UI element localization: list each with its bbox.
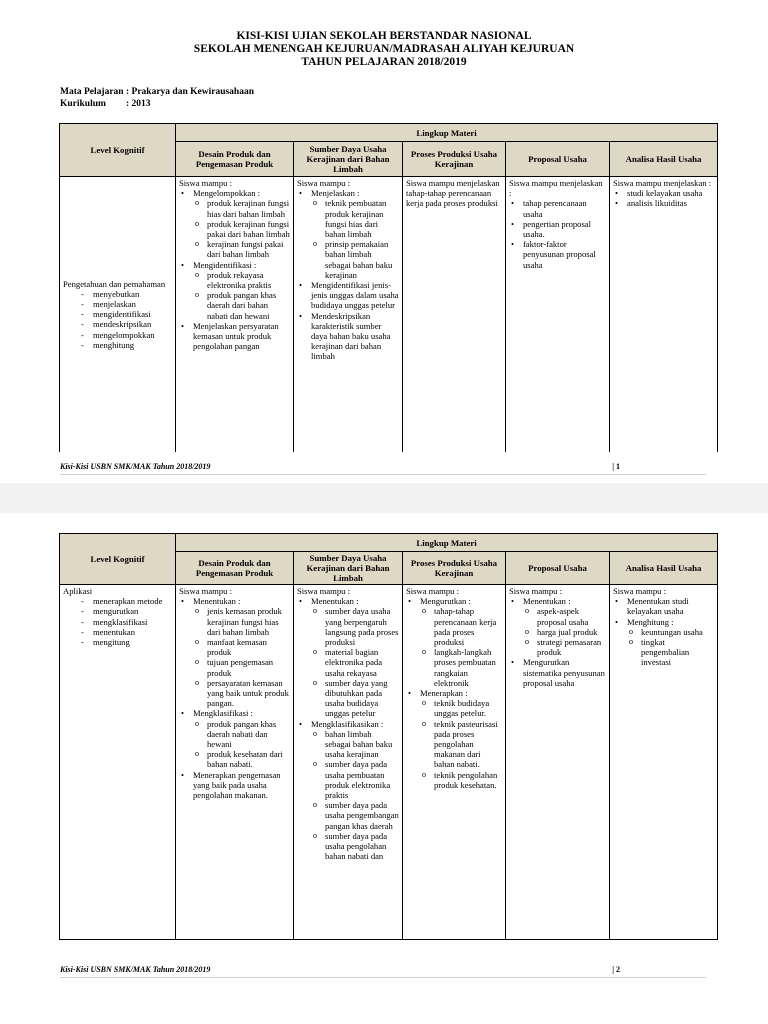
level-item: - mengurutkan <box>63 606 172 616</box>
cell-c4: Siswa mampu menjelaskan : • tahap perencanaan usaha • pengertian proposal usaha. • faktor-faktor penyusunan proposal usaha <box>506 177 610 452</box>
doc-title-line1: KISI-KISI UJIAN SEKOLAH BERSTANDAR NASIONAL <box>236 30 532 42</box>
level-item: - mendeskripsikan <box>63 319 172 329</box>
level-item: - mengelompokkan <box>63 330 172 340</box>
level-cell <box>60 177 176 452</box>
page-number: | 2 <box>612 965 620 974</box>
cell-c1: Siswa mampu : • Menentukan : o jenis kemasan produk kerajinan fungsi hias dari bahan limbah o manfaat kemasan produk o tujuan pengemasan produk o persayaratan kemasan yang baik untuk produk pangan. • Mengklasifikasi : o produk pangan khas daerah nabati dan hewani o produk kesehatan dari bahan nabati. • Menerapkan pengemasan yang baik pada usaha pengolahan makanan. <box>176 585 294 940</box>
level-title: Pengetahuan dan pemahaman <box>63 278 166 289</box>
header-c4: Proposal Usaha <box>506 142 610 177</box>
header-level: Level Kognitif <box>60 124 176 177</box>
header-c4: Proposal Usaha <box>506 552 610 585</box>
cell-c1: Siswa mampu : • Mengelompokkan : o produk kerajinan fungsi hias dari bahan limbah o produk kerajinan fungsi pakai dari bahan limbah o kerajinan fungsi pakai dari bahan limbah • Mengidentifikasi : o produk rekayasa elektronika praktis o produk pangan khas daerah dari bahan nabati dan hewani • Menjelaskan persyaratan kemasan untuk produk pengolahan pangan <box>176 177 294 452</box>
page-break <box>0 483 768 513</box>
level-item: - mengklasifikasi <box>63 617 172 627</box>
header-lingkup: Lingkup Materi <box>176 534 718 552</box>
header-lingkup: Lingkup Materi <box>176 124 718 142</box>
kisi-table-page1 <box>59 123 718 452</box>
cell-c5: Siswa mampu menjelaskan : • studi kelayakan usaha • analisis likuiditas <box>610 177 718 452</box>
cell-c5: Siswa mampu : • Menentukan studi kelayakan usaha • Menghitung : o keuntungan usaha o tingkat pengembalian investasi <box>610 585 718 940</box>
header-c5: Analisa Hasil Usaha <box>610 552 718 585</box>
level-item: - menentukan <box>63 627 172 637</box>
cell-c2: Siswa mampu : • Menentukan : o sumber daya usaha yang berpengaruh langsung pada proses produksi o material bagian elektronika pada usaha rekayasa o sumber daya yang dibutuhkan pada usaha budidaya unggas petelur • Mengklasifikasikan : o bahan limbah sebagai bahan baku usaha kerajinan o sumber daya pada usaha pembuatan produk elektronika praktis o sumber daya pada usaha pengembangan pangan khas daerah o sumber daya pada usaha pengolahan bahan nabati dan <box>294 585 403 940</box>
header-c1: Desain Produk dan Pengemasan Produk <box>176 142 294 177</box>
header-c5: Analisa Hasil Usaha <box>610 142 718 177</box>
header-c2: Sumber Daya Usaha Kerajinan dari Bahan Limbah <box>294 552 403 585</box>
level-item: - mengidentifikasi <box>63 309 172 319</box>
doc-title-line2: SEKOLAH MENENGAH KEJURUAN/MADRASAH ALIYAH KEJURUAN <box>193 43 575 55</box>
meta-mapel: Mata Pelajaran : Prakarya dan Kewirausahaan <box>60 87 254 97</box>
footer-page2: Kisi-Kisi USBN SMK/MAK Tahun 2018/2019 | 2 <box>60 965 620 974</box>
level-item: - menjelaskan <box>63 299 172 309</box>
footer-page1: Kisi-Kisi USBN SMK/MAK Tahun 2018/2019 | 1 <box>60 462 620 471</box>
level-item: - menghitung <box>63 340 172 350</box>
header-c3: Proses Produksi Usaha Kerajinan <box>403 552 506 585</box>
cell-c2: Siswa mampu : • Menjelaskan : o teknik pembuatan produk kerajinan fungsi hias dari bahan limbah o prinsip pemakaian bahan limbah sebagai bahan baku kerajinan • Mengidentifikasi jenis-jenis unggas dalam usaha budidaya unggas petelur • Mendeskripsikan karakteristik sumber daya bahan baku usaha kerajinan dari bahan limbah <box>294 177 403 452</box>
header-c2: Sumber Daya Usaha Kerajinan dari Bahan Limbah <box>294 142 403 177</box>
level-item: - menerapkan metode <box>63 596 172 606</box>
level-cell <box>60 585 176 940</box>
level-item: - menyebutkan <box>63 289 172 299</box>
level-title: Aplikasi <box>63 586 93 596</box>
cell-c3: Siswa mampu : • Mengurutkan : o tahap-tahap perencanaan kerja pada proses produksi o langkah-langkah proses pembuatan rangkaian elektronik • Menerapkan : o teknik budidaya unggas petelur. o teknik pasteurisasi pada proses pengolahan makanan dari bahan nabati. o teknik pengolahan produk kesehatan. <box>403 585 506 940</box>
page-number: | 1 <box>612 462 620 471</box>
header-level: Level Kognitif <box>60 534 176 585</box>
level-item: - mengitung <box>63 637 172 647</box>
kisi-table-page2 <box>59 533 718 940</box>
footer-rule <box>60 474 706 475</box>
footer-rule <box>60 977 706 978</box>
meta-kurikulum: Kurikulum : 2013 <box>60 99 151 109</box>
cell-c4: Siswa mampu : • Menentukan : o aspek-aspek proposal usaha o harga jual produk o strategi pemasaran produk • Mengurutkan sistematika penyusunan proposal usaha <box>506 585 610 940</box>
header-c1: Desain Produk dan Pengemasan Produk <box>176 552 294 585</box>
doc-title-line3: TAHUN PELAJARAN 2018/2019 <box>301 56 467 68</box>
cell-c3: Siswa mampu menjelaskan tahap-tahap perencanaan kerja pada proses produksi <box>403 177 506 452</box>
header-c3: Proses Produksi Usaha Kerajinan <box>403 142 506 177</box>
